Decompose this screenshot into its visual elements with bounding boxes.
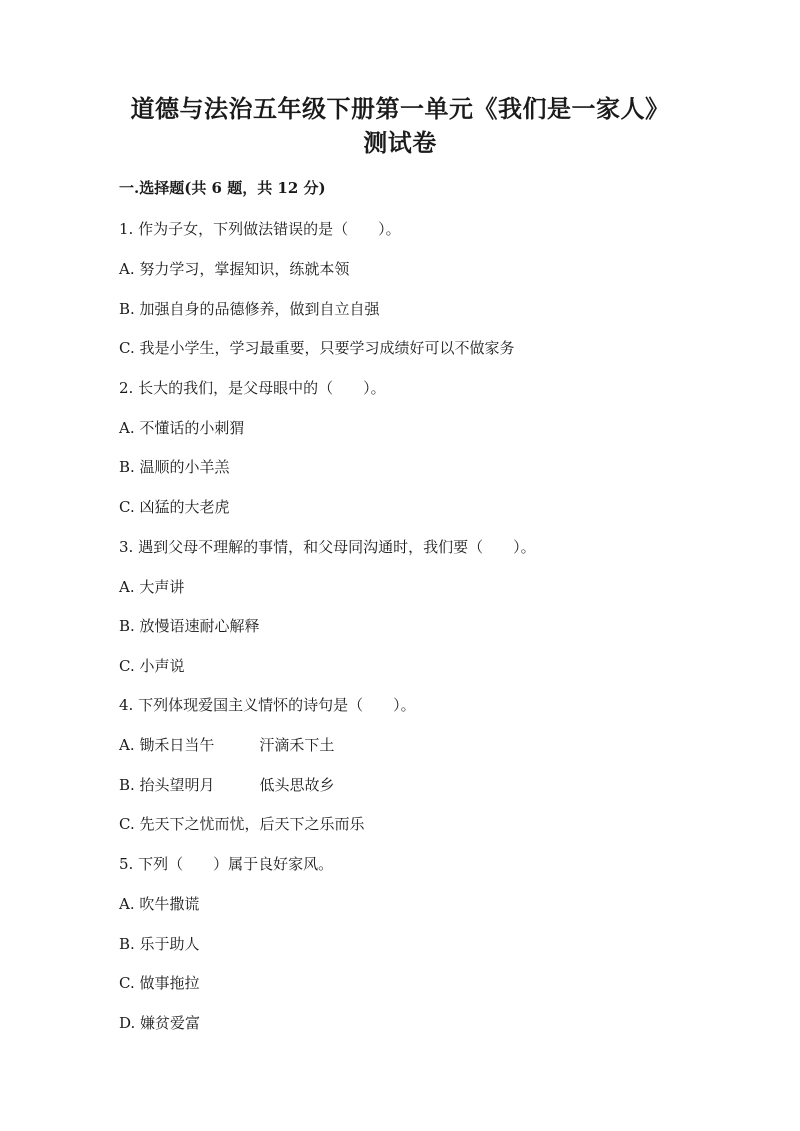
question-2-stem: 2. 长大的我们，是父母眼中的（ ）。	[119, 379, 386, 397]
question-4-stem: 4. 下列体现爱国主义情怀的诗句是（ ）。	[119, 696, 416, 714]
question-3-stem: 3. 遇到父母不理解的事情，和父母同沟通时，我们要（ ）。	[119, 538, 536, 556]
question-3-option-a: A. 大声讲	[119, 578, 185, 596]
question-2-option-c: C. 凶猛的大老虎	[119, 498, 230, 516]
question-4-option-b: B. 抬头望明月 低头思故乡	[119, 776, 335, 794]
question-2-option-a: A. 不懂话的小刺猬	[119, 419, 245, 437]
question-4-option-a: A. 锄禾日当午 汗滴禾下土	[119, 736, 335, 754]
question-5-option-a: A. 吹牛撒谎	[119, 895, 200, 913]
question-3-option-b: B. 放慢语速耐心解释	[119, 617, 260, 635]
question-1-option-b: B. 加强自身的品德修养，做到自立自强	[119, 300, 380, 318]
question-1-option-c: C. 我是小学生，学习最重要，只要学习成绩好可以不做家务	[119, 339, 515, 357]
question-2-option-b: B. 温顺的小羊羔	[119, 458, 230, 476]
question-1-option-a: A. 努力学习，掌握知识，练就本领	[119, 260, 350, 278]
section-heading: 一.选择题(共 6 题，共 12 分)	[119, 179, 326, 197]
question-3-option-c: C. 小声说	[119, 657, 185, 675]
question-5-option-d: D. 嫌贫爱富	[119, 1014, 201, 1032]
page-title-line2: 测试卷	[363, 128, 437, 157]
question-4-option-c: C. 先天下之忧而忧，后天下之乐而乐	[119, 815, 365, 833]
page-title: 道德与法治五年级下册第一单元《我们是一家人》	[130, 94, 670, 123]
question-5-option-b: B. 乐于助人	[119, 935, 200, 953]
question-5-option-c: C. 做事拖拉	[119, 974, 200, 992]
question-1-stem: 1. 作为子女，下列做法错误的是（ ）。	[119, 220, 401, 238]
question-5-stem: 5. 下列（ ）属于良好家风。	[119, 855, 334, 873]
